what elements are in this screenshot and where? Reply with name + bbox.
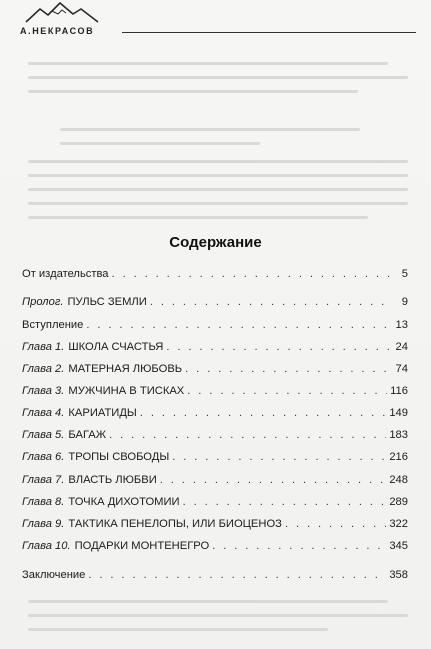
toc-entry bbox=[22, 540, 408, 558]
toc-entry-page: 358 bbox=[389, 569, 408, 581]
page-title: Содержание bbox=[169, 234, 262, 251]
toc-entry-page: 248 bbox=[389, 474, 408, 486]
toc-entry-page: 24 bbox=[395, 341, 408, 353]
toc-leader-dots bbox=[160, 474, 387, 486]
toc-entry bbox=[22, 474, 408, 492]
toc-entry-prefix: Глава 8. bbox=[22, 496, 65, 508]
toc-entry-title: ТОЧКА ДИХОТОМИИ bbox=[68, 496, 180, 508]
author-name: А.НЕКРАСОВ bbox=[20, 26, 95, 36]
toc-entry-prefix: Глава 5. bbox=[22, 429, 65, 441]
toc-leader-dots bbox=[187, 385, 387, 397]
toc-entry-page: 74 bbox=[395, 363, 408, 375]
running-header bbox=[0, 0, 431, 40]
toc-entry-title: ПУЛЬС ЗЕМЛИ bbox=[67, 296, 147, 308]
toc-leader-dots bbox=[172, 451, 386, 463]
toc-entry-page: 289 bbox=[389, 496, 408, 508]
toc-entry-prefix: Глава 10. bbox=[22, 540, 71, 552]
toc-entry-title: ШКОЛА СЧАСТЬЯ bbox=[68, 341, 164, 353]
toc-leader-dots bbox=[212, 540, 386, 552]
toc-leader-dots bbox=[285, 518, 386, 530]
toc-entry-prefix: Глава 9. bbox=[22, 518, 65, 530]
toc-entry bbox=[22, 569, 408, 587]
toc-entry-title: Заключение bbox=[22, 569, 86, 581]
toc-entry-title: Вступление bbox=[22, 319, 84, 331]
toc-entry bbox=[22, 496, 408, 514]
toc-entry-title: ТРОПЫ СВОБОДЫ bbox=[68, 451, 170, 463]
toc-entry bbox=[22, 363, 408, 381]
toc-leader-dots bbox=[112, 268, 391, 280]
toc-leader-dots bbox=[86, 319, 391, 331]
toc-entry bbox=[22, 451, 408, 469]
toc-entry-prefix: Пролог. bbox=[22, 296, 64, 308]
toc-leader-dots bbox=[109, 429, 386, 441]
toc-entry-page: 345 bbox=[389, 540, 408, 552]
toc-entry bbox=[22, 341, 408, 359]
toc-entry bbox=[22, 296, 408, 314]
toc-leader-dots bbox=[166, 341, 391, 353]
toc-entry-title: От издательства bbox=[22, 268, 109, 280]
toc-entry-title: ВЛАСТЬ ЛЮБВИ bbox=[68, 474, 157, 486]
toc-entry-prefix: Глава 7. bbox=[22, 474, 65, 486]
toc-entry-page: 116 bbox=[390, 385, 408, 397]
toc-entry-prefix: Глава 4. bbox=[22, 407, 65, 419]
toc-entry bbox=[22, 385, 408, 403]
toc-entry bbox=[22, 429, 408, 447]
header-rule bbox=[122, 32, 416, 33]
toc-entry-title: ПОДАРКИ МОНТЕНЕГРО bbox=[74, 540, 210, 552]
toc-entry bbox=[22, 319, 408, 337]
toc-leader-dots bbox=[140, 407, 387, 419]
toc-entry-prefix: Глава 3. bbox=[22, 385, 65, 397]
toc-entry-title: КАРИАТИДЫ bbox=[68, 407, 137, 419]
toc-leader-dots bbox=[183, 496, 387, 508]
toc-entry-page: 5 bbox=[401, 268, 408, 280]
toc-leader-dots bbox=[150, 296, 391, 308]
toc-entry-page: 216 bbox=[389, 451, 408, 463]
toc-entry bbox=[22, 518, 408, 536]
toc-entry-title: МАТЕРНАЯ ЛЮБОВЬ bbox=[68, 363, 183, 375]
toc-entry-page: 322 bbox=[389, 518, 408, 530]
toc-leader-dots bbox=[88, 569, 386, 581]
toc-entry-title: ТАКТИКА ПЕНЕЛОПЫ, ИЛИ БИОЦЕНОЗ bbox=[68, 518, 282, 530]
toc-entry bbox=[22, 268, 408, 286]
toc-entry-page: 149 bbox=[389, 407, 408, 419]
toc-entry-title: МУЖЧИНА В ТИСКАХ bbox=[68, 385, 185, 397]
toc-entry-prefix: Глава 6. bbox=[22, 451, 65, 463]
toc-entry-page: 9 bbox=[401, 296, 408, 308]
toc-entry-page: 13 bbox=[395, 319, 408, 331]
toc-entry-prefix: Глава 2. bbox=[22, 363, 65, 375]
toc-entry bbox=[22, 407, 408, 425]
toc-entry-title: БАГАЖ bbox=[68, 429, 107, 441]
toc-entry-prefix: Глава 1. bbox=[22, 341, 65, 353]
toc-leader-dots bbox=[185, 363, 391, 375]
toc-entry-page: 183 bbox=[389, 429, 408, 441]
